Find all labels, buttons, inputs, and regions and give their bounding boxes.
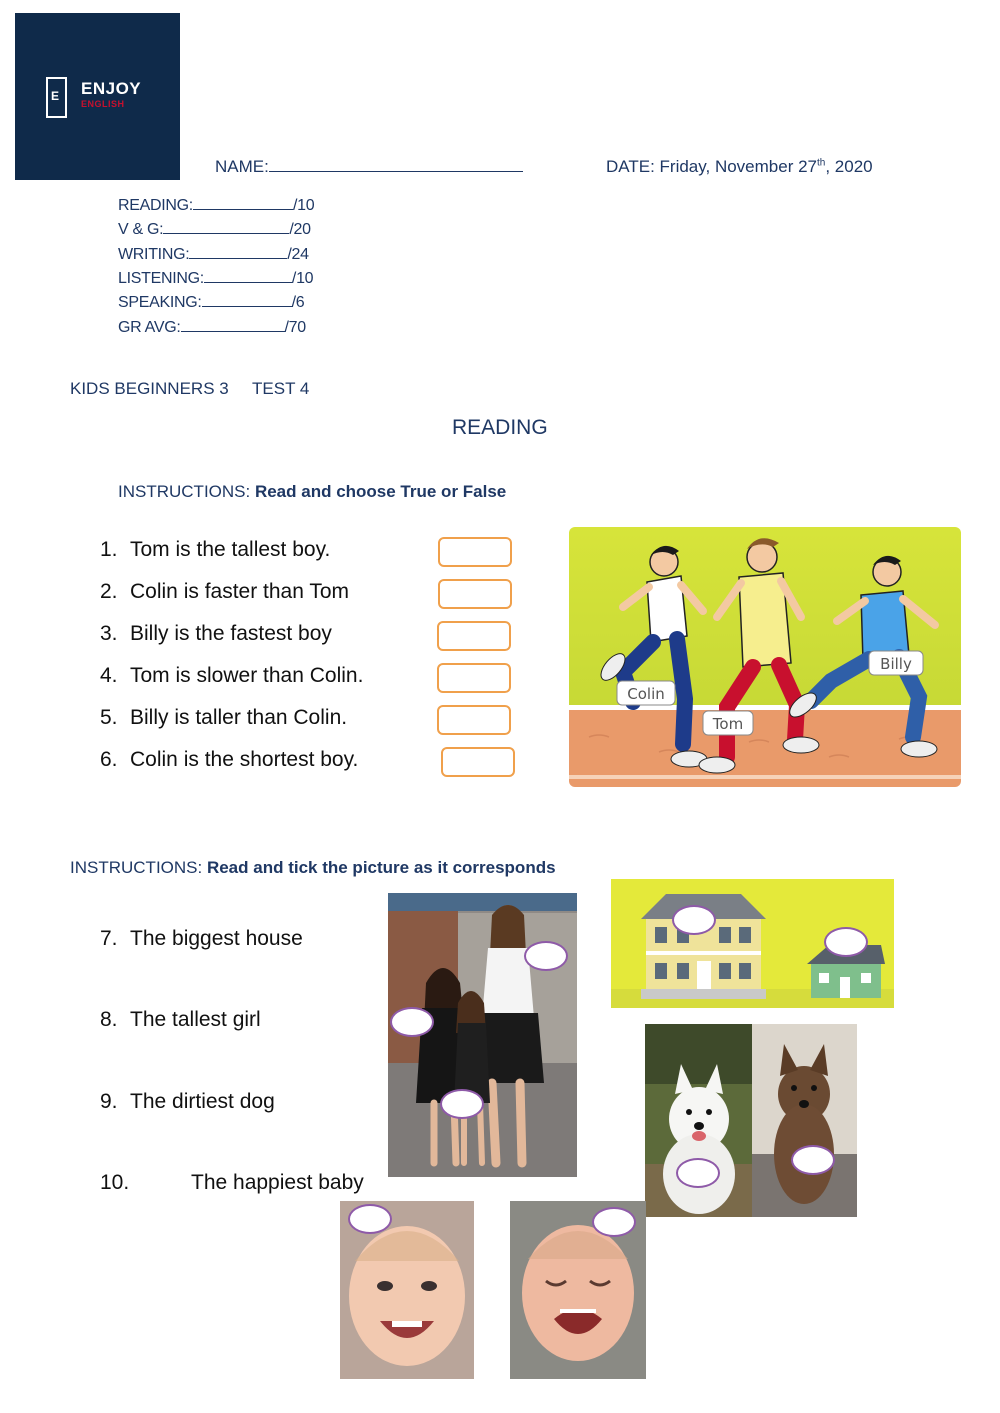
score-reading: READING: /10 — [118, 197, 315, 214]
logo-word: ENJOY — [81, 79, 142, 98]
tick-oval-dirty-dog[interactable] — [791, 1145, 835, 1175]
tick-oval-girl-left[interactable] — [390, 1007, 434, 1037]
score-blank[interactable] — [181, 317, 285, 332]
label-colin: Colin — [627, 685, 665, 703]
tick-oval-girl-middle[interactable] — [440, 1089, 484, 1119]
running-boys-image — [569, 527, 961, 787]
answer-box-4[interactable] — [437, 663, 511, 693]
name-label: NAME: — [215, 157, 269, 176]
score-speaking: SPEAKING: /6 — [118, 294, 305, 311]
name-blank[interactable] — [269, 157, 523, 172]
dirty-dog-photo — [752, 1024, 857, 1217]
answer-box-5[interactable] — [437, 705, 511, 735]
question-5: 5. Billy is taller than Colin. — [100, 706, 348, 729]
question-6: 6. Colin is the shortest boy. — [100, 748, 359, 771]
score-blank[interactable] — [204, 268, 292, 283]
score-blank[interactable] — [202, 292, 292, 307]
answer-box-2[interactable] — [438, 579, 512, 609]
question-7: 7. The biggest house — [100, 927, 303, 950]
score-blank[interactable] — [193, 195, 293, 210]
test-title: KIDS BEGINNERS 3 TEST 4 — [70, 379, 310, 398]
label-tom: Tom — [712, 715, 744, 733]
instructions-part2: INSTRUCTIONS: Read and tick the picture as it corresponds — [70, 858, 556, 877]
enjoy-english-logo — [15, 13, 180, 180]
logo-subtitle: ENGLISH — [81, 99, 125, 109]
score-blank[interactable] — [163, 219, 289, 234]
question-1: 1. Tom is the tallest boy. — [100, 538, 331, 561]
question-2: 2. Colin is faster than Tom — [100, 580, 350, 603]
tick-oval-white-dog[interactable] — [676, 1158, 720, 1188]
answer-box-6[interactable] — [441, 747, 515, 777]
score-gravg: GR AVG: /70 — [118, 319, 306, 336]
date-year: , 2020 — [825, 157, 873, 176]
instructions-part1: INSTRUCTIONS: Read and choose True or False — [118, 482, 507, 501]
score-blank[interactable] — [189, 244, 287, 259]
score-vg: V & G: /20 — [118, 221, 311, 238]
logo-mark: E — [46, 77, 67, 118]
date-label: DATE: Friday, November 27 — [606, 157, 817, 176]
section-title: READING — [452, 416, 548, 439]
tick-oval-girl-tall[interactable] — [524, 941, 568, 971]
question-9: 9. The dirtiest dog — [100, 1090, 275, 1113]
answer-box-1[interactable] — [438, 537, 512, 567]
answer-box-3[interactable] — [437, 621, 511, 651]
date-suffix: th — [817, 157, 826, 169]
tick-oval-crying-baby[interactable] — [592, 1207, 636, 1237]
tick-oval-big-house[interactable] — [672, 905, 716, 935]
score-listening: LISTENING: /10 — [118, 270, 314, 287]
tick-oval-small-house[interactable] — [824, 927, 868, 957]
white-dog-photo — [645, 1024, 752, 1217]
question-4: 4. Tom is slower than Colin. — [100, 664, 364, 687]
question-3: 3. Billy is the fastest boy — [100, 622, 332, 645]
question-10: 10. The happiest baby — [100, 1171, 364, 1194]
score-writing: WRITING: /24 — [118, 246, 309, 263]
date-field — [606, 157, 873, 177]
tick-oval-happy-baby[interactable] — [348, 1204, 392, 1234]
question-8: 8. The tallest girl — [100, 1008, 261, 1031]
name-field — [215, 157, 523, 177]
label-billy: Billy — [880, 655, 912, 673]
